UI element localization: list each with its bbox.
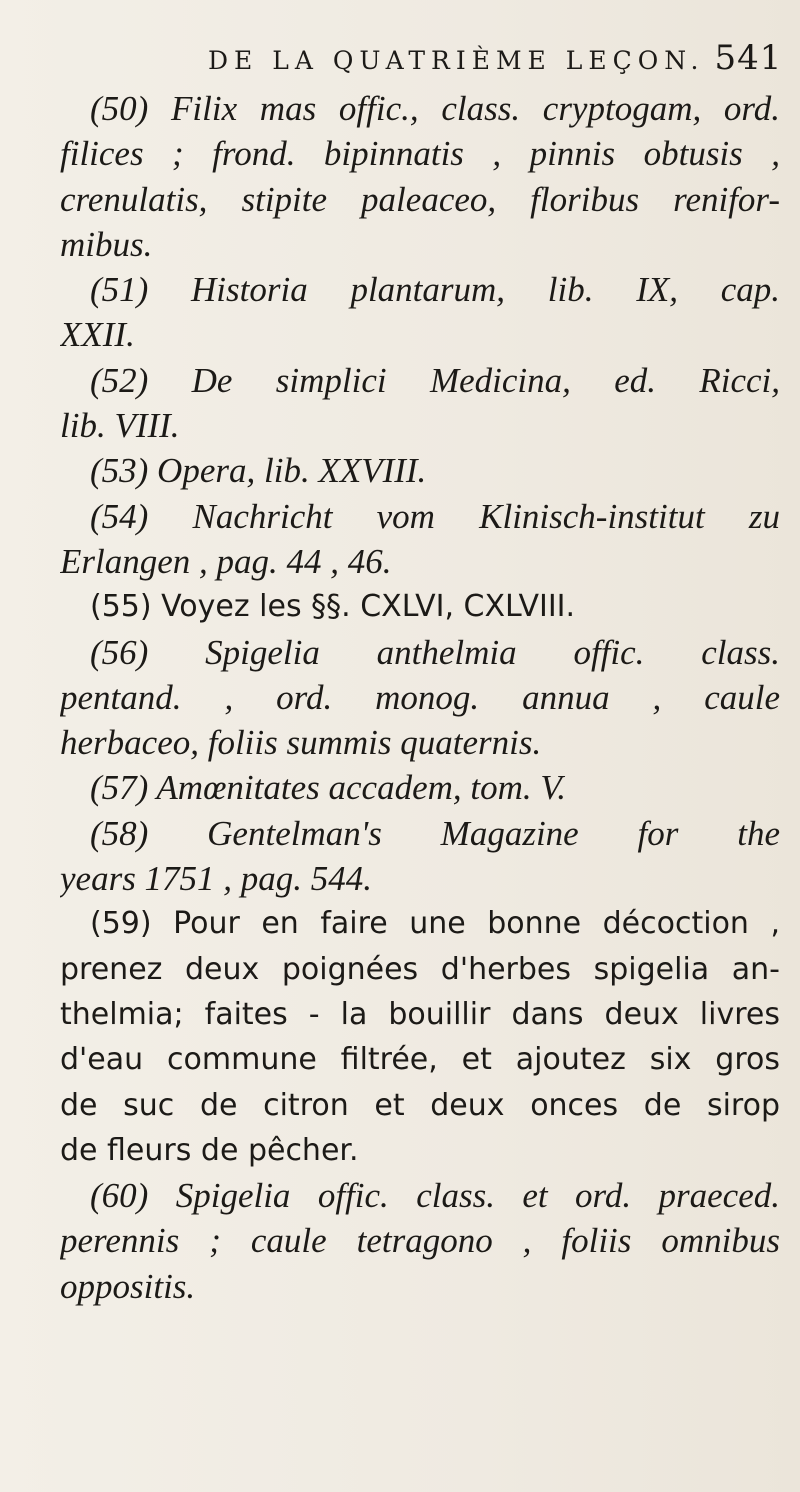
text-line: filices ; frond. bipinnatis , pinnis obtusis , [60,134,780,174]
page-number: 541 [714,38,783,78]
text-line: crenulatis, stipite paleaceo, floribus renifor- [60,179,780,219]
text-line: oppositis. [60,1266,196,1306]
text-line: Erlangen , pag. 44 , 46. [60,541,392,581]
text-line: years 1751 , pag. 544. [60,859,373,899]
text-line: de suc de citron et deux onces de sirop [60,1087,780,1123]
text-line: (56) Spigelia anthelmia offic. class. [90,632,780,672]
text-line: (53) Opera, lib. XXVIII. [90,451,427,491]
text-line: XXII. [60,315,135,355]
text-line: (54) Nachricht vom Klinisch-institut zu [90,496,780,536]
text-line: (52) De simplici Medicina, ed. Ricci, [90,360,780,400]
text-line: d'eau commune filtrée, et ajoutez six gros [60,1042,780,1078]
text-line: pentand. , ord. monog. annua , caule [60,677,780,717]
text-line: (59) Pour en faire une bonne décoction , [90,906,780,942]
text-line: (50) Filix mas offic., class. cryptogam, ord. [90,89,780,128]
text-line: lib. VIII. [60,406,180,446]
page-header [208,38,783,78]
text-line: perennis ; caule tetragono , foliis omnibus [60,1221,780,1261]
text-line: thelmia; faites - la bouillir dans deux livres [60,996,780,1032]
text-line: mibus. [60,224,153,264]
text-line: (51) Historia plantarum, lib. IX, cap. [90,270,780,310]
text-line: prenez deux poignées d'herbes spigelia an- [60,951,780,987]
footnotes-text [60,86,780,1309]
running-title: DE LA QUATRIÈME LEÇON. [208,46,705,75]
text-line: (58) Gentelman's Magazine for the [90,813,780,853]
text-line: (60) Spigelia offic. class. et ord. praeced. [90,1176,780,1216]
text-line: (57) Amœnitates accadem, tom. V. [90,768,567,808]
text-line: herbaceo, foliis summis quaternis. [60,723,542,763]
text-line: (55) Voyez les §§. CXLVI, CXLVIII. [90,589,576,625]
text-line: de fleurs de pêcher. [60,1132,359,1168]
